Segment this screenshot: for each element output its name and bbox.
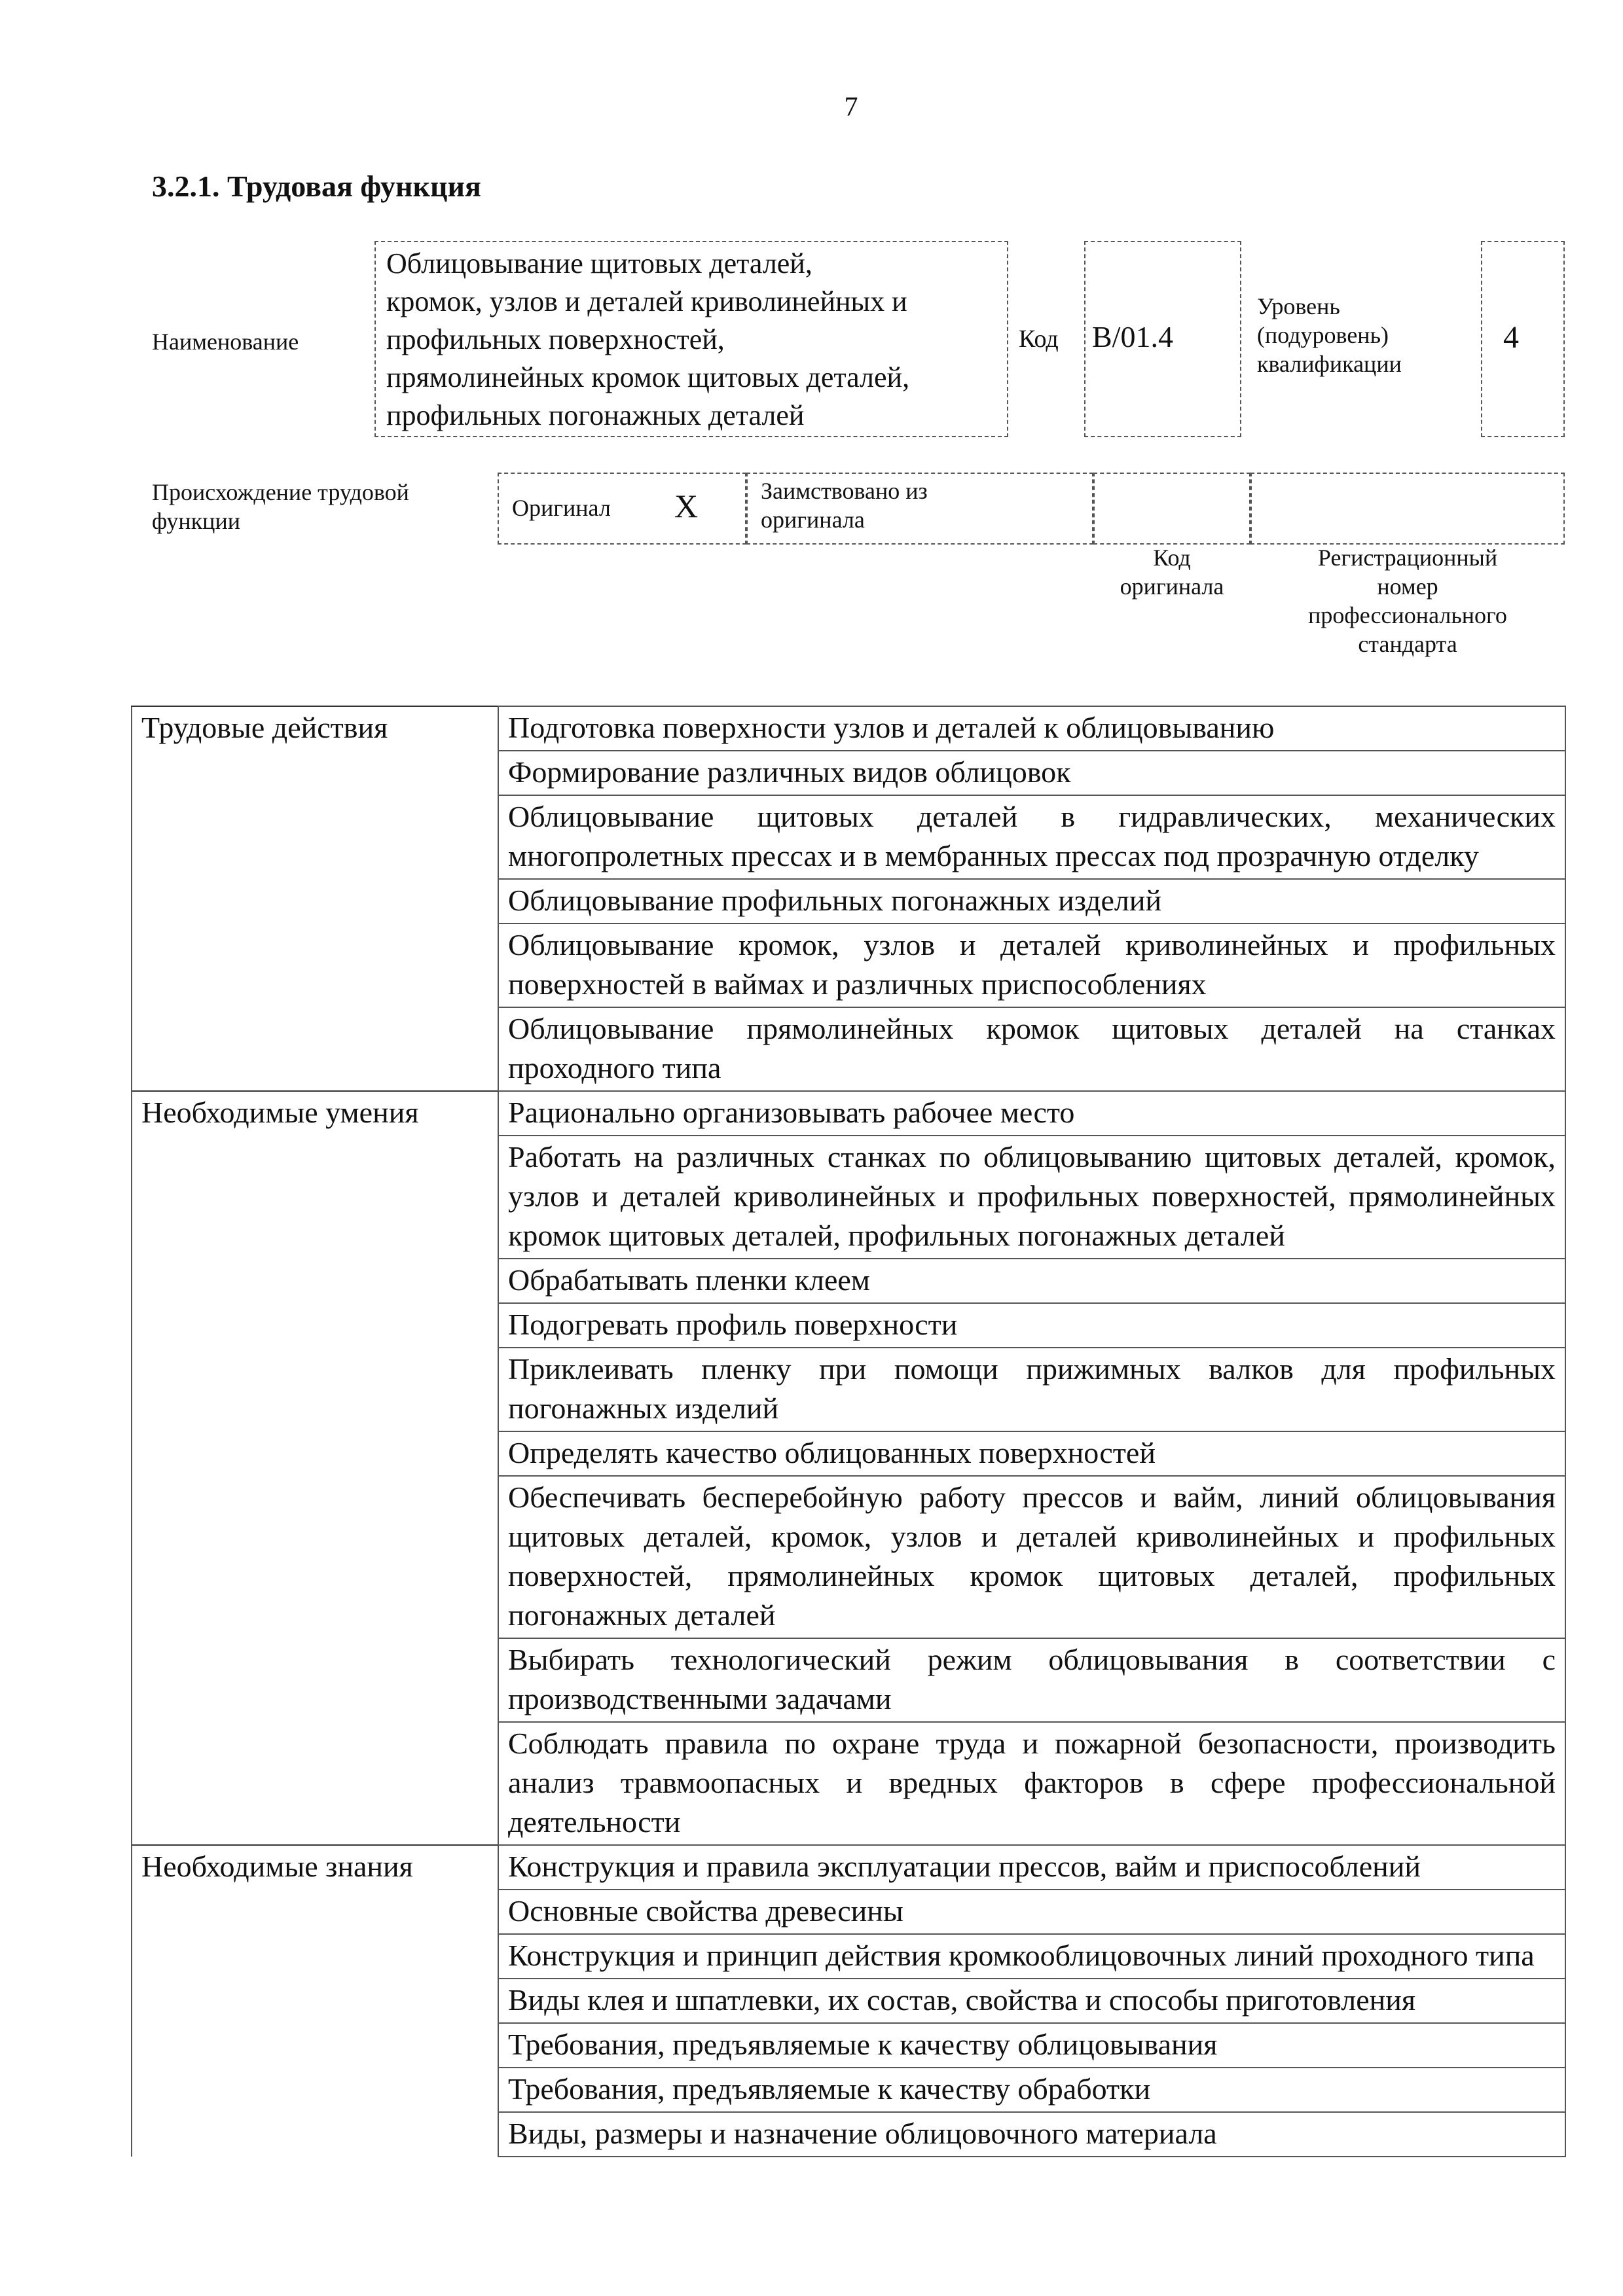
table-item: Виды, размеры и назначение облицовочного материала xyxy=(498,2112,1565,2157)
borrowed-label xyxy=(761,476,928,534)
reg-number-caption xyxy=(1257,543,1558,658)
table-item: Облицовывание кромок, узлов и деталей криволинейных и профильных поверхностей в ваймах и различных приспособлениях xyxy=(498,924,1565,1007)
code-original-caption xyxy=(1093,543,1250,601)
table-row xyxy=(132,1722,1565,1845)
function-name-line: профильных погонажных деталей xyxy=(386,399,805,431)
table-row xyxy=(132,1431,1565,1476)
table-item: Облицовывание щитовых деталей в гидравлических, механических многопролетных прессах и в мембранных прессах под прозрачную отделку xyxy=(498,795,1565,879)
origin-label xyxy=(152,478,409,535)
table-row xyxy=(132,1979,1565,2023)
reg-number-line: номер xyxy=(1377,573,1438,600)
table-item: Конструкция и принцип действия кромкооблицовочных линий проходного типа xyxy=(498,1934,1565,1979)
origin-label-line: Происхождение трудовой xyxy=(152,479,409,505)
table-row xyxy=(132,1007,1565,1091)
table-row xyxy=(132,706,1565,751)
category-cell xyxy=(132,1136,498,1259)
table-row xyxy=(132,1476,1565,1638)
category-cell xyxy=(132,1890,498,1934)
reg-number-line: Регистрационный xyxy=(1317,545,1498,571)
table-item: Подготовка поверхности узлов и деталей к облицовыванию xyxy=(498,706,1565,751)
category-cell xyxy=(132,795,498,879)
table-row xyxy=(132,2023,1565,2068)
table-item: Требования, предъявляемые к качеству облицовывания xyxy=(498,2023,1565,2068)
table-item: Выбирать технологический режим облицовывания в соответствии с производственными задачами xyxy=(498,1638,1565,1722)
category-cell xyxy=(132,924,498,1007)
level-label-line: квалификации xyxy=(1257,351,1402,377)
function-name-line: Облицовывание щитовых деталей, xyxy=(386,247,812,279)
category-label: Необходимые умения xyxy=(132,1091,498,1136)
code-original-line: оригинала xyxy=(1120,573,1224,600)
table-row xyxy=(132,1091,1565,1136)
table-row xyxy=(132,2112,1565,2157)
category-cell xyxy=(132,1431,498,1476)
table-row xyxy=(132,1934,1565,1979)
table-item: Виды клея и шпатлевки, их состав, свойства и способы приготовления xyxy=(498,1979,1565,2023)
category-cell xyxy=(132,1007,498,1091)
function-name-line: профильных поверхностей, xyxy=(386,323,725,355)
table-row xyxy=(132,1259,1565,1303)
level-label-line: Уровень xyxy=(1257,293,1340,319)
borrowed-label-line: оригинала xyxy=(761,507,865,533)
borrowed-label-line: Заимствовано из xyxy=(761,478,928,504)
category-cell xyxy=(132,1934,498,1979)
category-cell xyxy=(132,1476,498,1638)
category-cell xyxy=(132,2112,498,2157)
level-label xyxy=(1257,292,1402,378)
code-original-line: Код xyxy=(1153,545,1191,571)
function-name-line: кромок, узлов и деталей криволинейных и xyxy=(386,285,907,317)
category-cell xyxy=(132,1259,498,1303)
table-item: Требования, предъявляемые к качеству обработки xyxy=(498,2068,1565,2112)
level-label-line: (подуровень) xyxy=(1257,322,1389,348)
table-row xyxy=(132,795,1565,879)
category-cell xyxy=(132,1722,498,1845)
category-cell xyxy=(132,2068,498,2112)
table-row xyxy=(132,924,1565,1007)
function-name xyxy=(386,245,1002,435)
table-row xyxy=(132,1890,1565,1934)
category-cell xyxy=(132,1979,498,2023)
table-item: Приклеивать пленку при помощи прижимных валков для профильных погонажных изделий xyxy=(498,1348,1565,1431)
table-item: Соблюдать правила по охране труда и пожарной безопасности, производить анализ травмоопасных и вредных факторов в сфере профессиональной деятельности xyxy=(498,1722,1565,1845)
name-label: Наименование xyxy=(152,329,299,355)
code-label: Код xyxy=(1019,325,1059,353)
table-item: Определять качество облицованных поверхностей xyxy=(498,1431,1565,1476)
table-row xyxy=(132,1638,1565,1722)
reg-number-box xyxy=(1250,473,1565,545)
code-original-box xyxy=(1093,473,1250,545)
table-row xyxy=(132,1303,1565,1348)
origin-label-line: функции xyxy=(152,508,240,534)
table-item: Обеспечивать бесперебойную работу прессов и вайм, линий облицовывания щитовых деталей, кромок, узлов и деталей криволинейных и профильных поверхностей, прямолинейных кромок щитовых деталей, профильных погонажных деталей xyxy=(498,1476,1565,1638)
table-item: Основные свойства древесины xyxy=(498,1890,1565,1934)
table-item: Обрабатывать пленки клеем xyxy=(498,1259,1565,1303)
code-value: B/01.4 xyxy=(1092,320,1173,353)
table-item: Подогревать профиль поверхности xyxy=(498,1303,1565,1348)
table-row xyxy=(132,2068,1565,2112)
category-cell xyxy=(132,1348,498,1431)
original-mark: X xyxy=(674,488,699,524)
table-item: Облицовывание прямолинейных кромок щитовых деталей на станках проходного типа xyxy=(498,1007,1565,1091)
table-item: Конструкция и правила эксплуатации прессов, вайм и приспособлений xyxy=(498,1845,1565,1890)
table-item: Рационально организовывать рабочее место xyxy=(498,1091,1565,1136)
original-label: Оригинал xyxy=(512,495,611,521)
page-number: 7 xyxy=(844,92,858,122)
category-cell xyxy=(132,879,498,924)
table-item: Облицовывание профильных погонажных изделий xyxy=(498,879,1565,924)
table-row xyxy=(132,1845,1565,1890)
level-value: 4 xyxy=(1503,320,1519,355)
function-table xyxy=(131,706,1566,2157)
category-cell xyxy=(132,1303,498,1348)
table-item: Формирование различных видов облицовок xyxy=(498,751,1565,795)
section-title: 3.2.1. Трудовая функция xyxy=(152,170,481,203)
table-row xyxy=(132,879,1565,924)
category-cell xyxy=(132,2023,498,2068)
reg-number-line: профессионального xyxy=(1308,602,1507,628)
category-cell xyxy=(132,751,498,795)
table-row xyxy=(132,1136,1565,1259)
category-label: Трудовые действия xyxy=(132,706,498,751)
table-row xyxy=(132,751,1565,795)
function-name-line: прямолинейных кромок щитовых деталей, xyxy=(386,361,910,393)
category-cell xyxy=(132,1638,498,1722)
level-box xyxy=(1481,241,1565,437)
table-item: Работать на различных станках по облицовыванию щитовых деталей, кромок, узлов и деталей криволинейных и профильных поверхностей, прямолинейных кромок щитовых деталей, профильных погонажных деталей xyxy=(498,1136,1565,1259)
reg-number-line: стандарта xyxy=(1358,631,1457,657)
category-label: Необходимые знания xyxy=(132,1845,498,1890)
table-row xyxy=(132,1348,1565,1431)
